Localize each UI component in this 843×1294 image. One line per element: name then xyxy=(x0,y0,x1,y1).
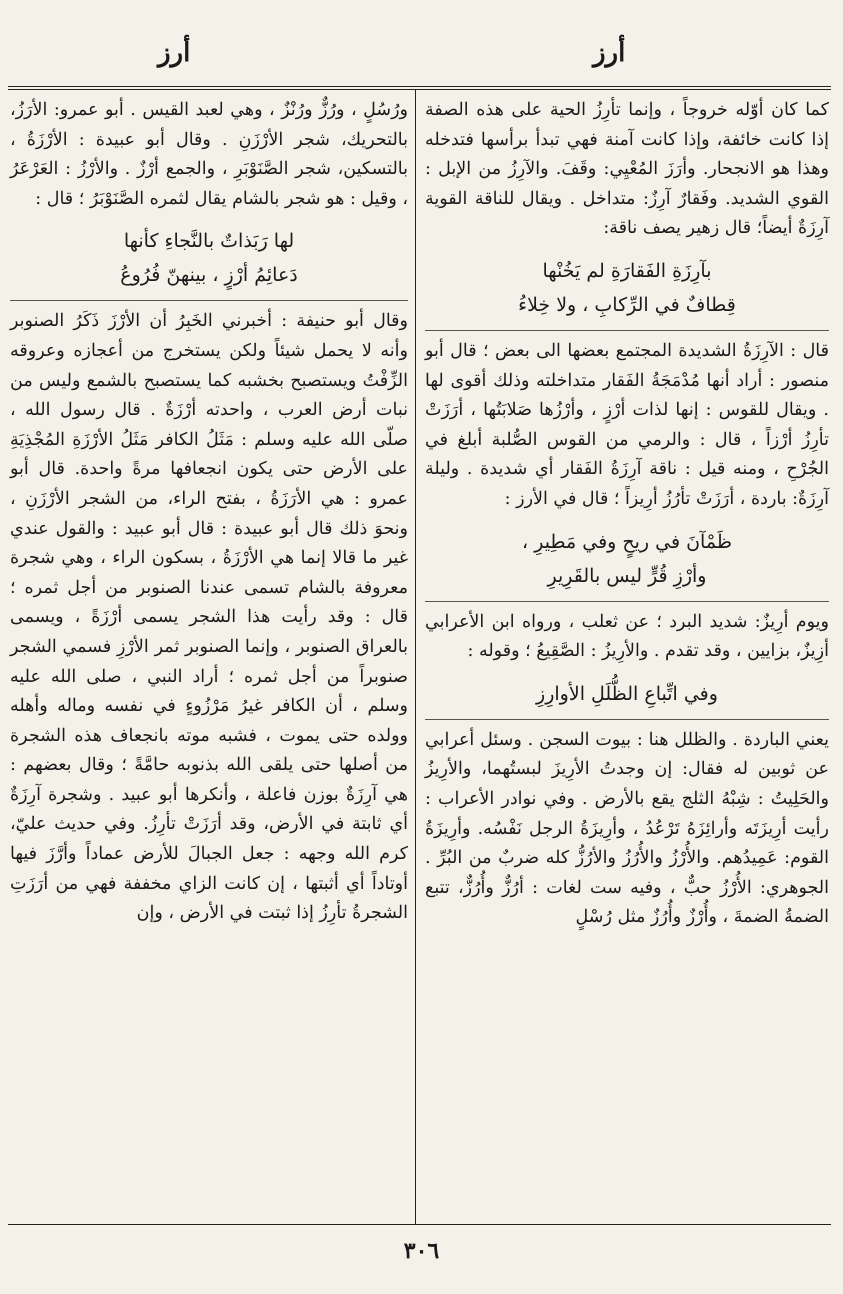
verse-line: لها رَبَذاتٌ بالنَّجاءِ كأنها xyxy=(123,230,295,253)
header-rule xyxy=(8,86,831,87)
right-paragraph-2: قال : الآرِزَةُ الشديدة المجتمع بعضها الى بعض ؛ قال أبو منصور : أراد أنها مُدْمَجَةُ الفَقار متداخلته وذلك أقوى لها . ويقال للقوس : إنها لذات أرْزٍ ، وأرْزُها صَلابَتُها ، أرَزَتْ تأرِزُ أرْزاً ، قال : والرمي من القوس الصُّلبة أبلغ في الجُرْحِ ، ومنه قيل : ناقة آرِزَةُ الفَقار أي شديدة . وليلة آرِزَةٌ: باردة ، أرَزَتْ تأرُزُ أرِيزاً ؛ قال في الأرز : xyxy=(425,340,829,509)
separator xyxy=(425,719,829,720)
left-paragraph-2: وقال أبو حنيفة : أخبرني الخَبِرُ أن الأرْزَ ذَكَرُ الصنوبر وأنه لا يحمل شيئاً ولكن يستخرج من أعجازه وعروقه الزِّفْتُ ويستصبح بخشبه كما يستصبح بالشمع وليس من نبات أرض العرب ، واحدته أرْزَةٌ . قال رسول الله ، صلّى الله عليه وسلم : مَثَلُ الكافر مَثَلُ الأرْزَةِ المُجْذِيَةِ على الأرض حتى يكون انجعافها مرةً واحدة. قال أبو عمرو : هي الأرَزَةُ ، بفتح الراء، من الشجر الأرْزَنِ ، ونحوَ ذلك قال أبو عبيدة : قال أبو عبيد : والقول عندي غير ما قالا إنما هي الأرْزَةُ ، بسكون الراء ، وهي شجرة معروفة بالشام تسمى عندنا الصنوبر من أجل ثمره ؛ قال : وقد رأيت هذا الشجر يسمى أرْزَةً ، ويسمى بالعراق الصنوبر ، وإنما الصنوبر ثمر الأرْزِ فسمي الشجر صنوبراً من أجل ثمره ؛ أراد النبي ، صلى الله عليه وسلم ، أن الكافر غيرُ مَرْزُوءٍ في نفسه وماله وأهله وولده حتى يموت ، فشبه موته بانجعاف هذه الشجرة من أصلها حتى يلقى الله بذنوبه حامَّةً ؛ وقال بعضهم : هي آرِزَةٌ بوزن فاعلة ، وأنكرها أبو عبيد . وشجرة آرِزَةٌ أي ثابتة في الأرض، وقد أرَزَتْ تأرِزُ. وفي حديث عليّ، كرم الله وجهه : جعل الجبالَ للأرض عماداً وأرَّزَ فيها أوتاداً أي أثبتها ، إن كانت الزاي مخففة فهي من أرَزَتِ الشجرةُ تأرِزُ إذا ثبتت في الأرض ، وإن xyxy=(10,311,408,924)
verse-line: قِطافٌ في الرِّكابِ ، ولا خِلاءُ xyxy=(518,293,736,316)
separator xyxy=(425,330,829,331)
right-verse-2 xyxy=(425,525,829,593)
page-number: ٣٠٦ xyxy=(403,1238,440,1264)
right-verse-1 xyxy=(425,254,829,322)
separator xyxy=(425,601,829,602)
left-paragraph-1: ورُسُلٍ ، ورُزٌّ ورُنْزٌ ، وهي لعبد القيس . أبو عمرو: الأرَزُ، بالتحريك، شجر الأرْزَنِ . وقال أبو عبيدة : الأرْزَةُ ، بالتسكين، شجر الصَّنَوْبَرِ ، والجمع أرْزٌ . والأرْزُ : العَرْعَرُ ، وقيل : هو شجر بالشام يقال لثمره الصَّنَوْبَرُ ؛ قال : xyxy=(10,100,408,209)
header-right-headword: أرز xyxy=(593,38,626,68)
right-paragraph-4: يعني الباردة . والظلل هنا : بيوت السجن . وسئل أعرابي عن ثوبين له فقال: إن وجدتُ الأرِيزَ لبستُهما، والأرِيزُ والحَلِيتُ : شِبْهُ الثلج يقع بالأرض . وفي نوادر الأعراب : رأيت أرِيزَتَه وأرائِزَهُ تَرْعُدُ ، وأرِيزَةُ الرجل نَفْسُه. وأرِيزَةُ القوم: عَمِيدُهم. والأُرْزُ والأُرُزُ والأرُزُّ كله ضربٌ من البُرِّ . الجوهري: الأُرْزُ حبٌّ ، وفيه ست لغات : أرُزٌّ وأُرُزٌّ، تتبع الضمةُ الضمةَ ، وأُرْزٌ وأُرُزٌ مثل رُسْلٍ xyxy=(425,729,829,928)
separator xyxy=(10,300,408,301)
column-divider xyxy=(415,90,416,1225)
left-verse-1 xyxy=(10,224,408,292)
header-rule-double xyxy=(8,89,831,90)
verse-line: ظَمْآنَ في ريحٍ وفي مَطِيرِ ، xyxy=(522,530,732,553)
right-column xyxy=(425,96,829,933)
right-paragraph-3: ويوم أرِيزٌ: شديد البرد ؛ عن ثعلب ، ورواه ابن الأعرابي أزِيزٌ، بزايين ، وقد تقدم . والأرِيزُ : الصَّقِيعُ ؛ وقوله : xyxy=(425,611,829,662)
footer-rule xyxy=(8,1224,831,1225)
right-paragraph-1: كما كان أوّله خروجاً ، وإنما تأرِزُ الحية على هذه الصفة إذا كانت خائفة، وإذا كانت آمنة فهي تبدأ برأسها فتدخله وهذا هو الانجحار. وأرَزَ المُعْيِي: وقَفَ. والآرِزُ من الإبل : القوي الشديد. وفَقارٌ آرِزٌ: متداخل . ويقال للناقة القوية آرِزَةٌ أيضاً؛ قال زهير يصف ناقة: xyxy=(425,100,829,239)
verse-line: بآرِزَةِ الفَقارَةِ لم يَخُنْها xyxy=(542,259,712,282)
verse-line: وأرْزِ قُرٍّ ليس بالقَرِيرِ xyxy=(547,564,707,587)
verse-line: دَعائِمُ أرْزٍ ، بينهنّ فُرُوعُ xyxy=(120,264,298,287)
header-left-headword: أرز xyxy=(158,38,191,68)
right-verse-3: وفي اتِّباعِ الظُّلَلِ الأوارِزِ xyxy=(536,682,718,705)
left-column xyxy=(10,96,408,929)
